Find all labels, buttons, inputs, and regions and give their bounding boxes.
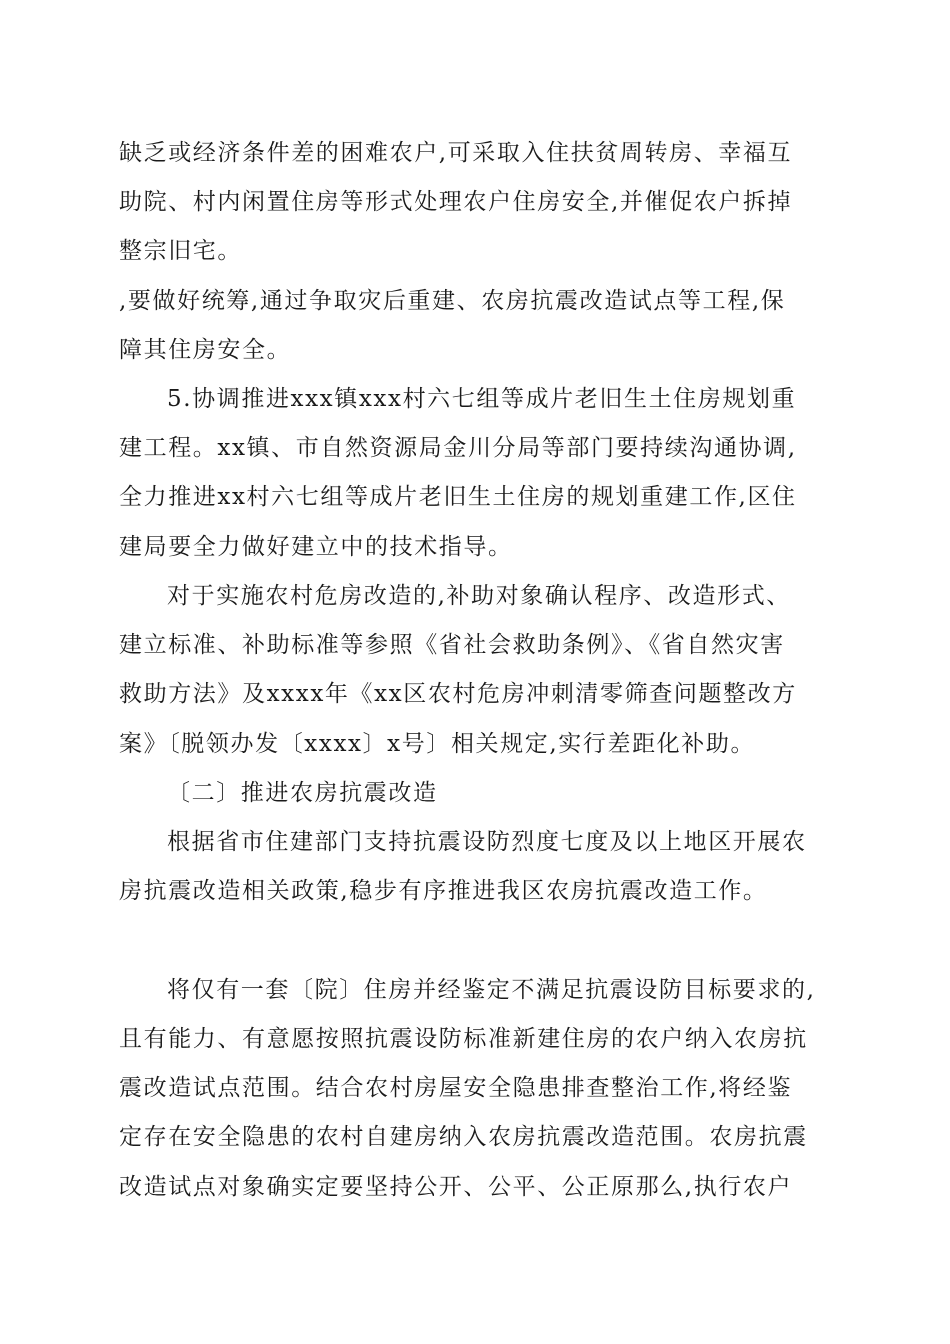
text-line: 5.协调推进xxx镇xxx村六七组等成片老旧生土住房规划重	[167, 386, 797, 412]
text-line: 定存在安全隐患的农村自建房纳入农房抗震改造范围。农房抗震	[119, 1124, 808, 1150]
text-line: 助院、村内闲置住房等形式处理农户住房安全,并催促农户拆掉	[119, 189, 793, 215]
text-line: 救助方法》及xxxx年《xx区农村危房冲刺清零筛查问题整改方	[119, 681, 797, 707]
text-line: 将仅有一套〔院〕住房并经鉴定不满足抗震设防目标要求的,	[167, 977, 816, 1003]
text-line: 改造试点对象确实定要坚持公开、公平、公正原那么,执行农户	[119, 1174, 793, 1200]
text-line: 全力推进xx村六七组等成片老旧生土住房的规划重建工作,区住	[119, 484, 797, 510]
text-line: 整宗旧宅。	[119, 238, 242, 264]
text-line: 房抗震改造相关政策,稳步有序推进我区农房抗震改造工作。	[119, 878, 768, 904]
text-line: 缺乏或经济条件差的困难农户,可采取入住扶贫周转房、幸福互	[119, 140, 793, 166]
section-heading: 〔二〕推进农房抗震改造	[167, 780, 438, 806]
text-line: 且有能力、有意愿按照抗震设防标准新建住房的农户纳入农房抗	[119, 1026, 808, 1052]
text-line: ,要做好统筹,通过争取灾后重建、农房抗震改造试点等工程,保	[119, 288, 786, 314]
text-line: 建立标准、补助标准等参照《省社会救助条例》、《省自然灾害	[119, 632, 785, 658]
text-line: 障其住房安全。	[119, 337, 292, 363]
text-line: 建局要全力做好建立中的技术指导。	[119, 534, 513, 560]
text-line: 根据省市住建部门支持抗震设防烈度七度及以上地区开展农	[167, 829, 807, 855]
text-line: 震改造试点范围。结合农村房屋安全隐患排查整治工作,将经鉴	[119, 1075, 793, 1101]
text-line: 建工程。xx镇、市自然资源局金川分局等部门要持续沟通协调,	[119, 435, 797, 461]
text-line: 案》〔脱领办发〔xxxx〕x号〕相关规定,实行差距化补助。	[119, 731, 756, 757]
text-line: 对于实施农村危房改造的,补助对象确认程序、改造形式、	[167, 583, 791, 609]
